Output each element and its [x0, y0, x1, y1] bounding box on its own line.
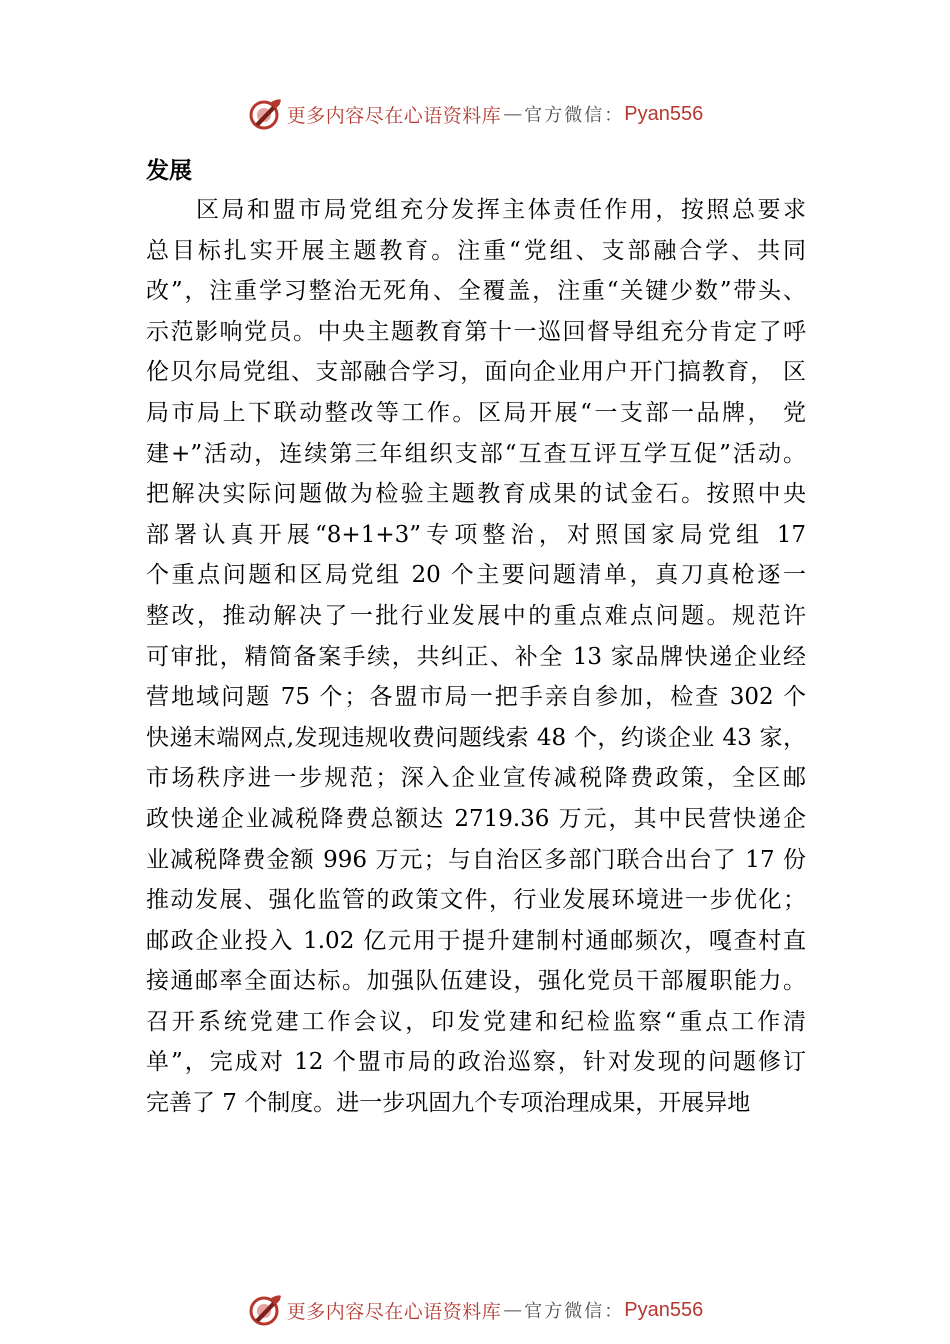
text-line: 个重点问题和区局党组 20 个主要问题清单，真刀真枪逐一: [146, 562, 806, 589]
text-line: 单”，完成对 12 个盟市局的政治巡察，针对发现的问题修订: [146, 1049, 806, 1076]
text-line: 示范影响党员。中央主题教育第十一巡回督导组充分肯定了呼: [146, 318, 806, 345]
section-heading: 发展: [146, 157, 192, 184]
text-line: 区局和盟市局党组充分发挥主体责任作用，按照总要求: [196, 197, 806, 223]
body-paragraph: [146, 190, 818, 1124]
text-line: 业减税降费金额 996 万元；与自治区多部门联合出台了 17 份: [146, 846, 806, 873]
text-line: 局市局上下联动整改等工作。区局开展“一支部一品牌， 党: [146, 399, 806, 426]
text-line: 召开系统党建工作会议，印发党建和纪检监察“重点工作清: [146, 1008, 806, 1035]
watermark-wechat-id: Pyan556: [624, 1298, 704, 1321]
text-line: 接通邮率全面达标。加强队伍建设，强化党员干部履职能力。: [146, 968, 806, 995]
text-line: 政快递企业减税降费总额达 2719.36 万元，其中民营快递企: [146, 805, 806, 832]
watermark-label: 官方微信：: [524, 105, 625, 126]
text-line: 营地域问题 75 个；各盟市局一把手亲自参加，检查 302 个: [146, 684, 806, 711]
text-line: 可审批，精简备案手续，共纠正、补全 13 家品牌快递企业经: [146, 643, 806, 670]
text-line: 改”，注重学习整治无死角、全覆盖，注重“关键少数”带头、: [146, 278, 806, 305]
text-line: 推动发展、强化监管的政策文件，行业发展环境进一步优化；: [146, 887, 806, 914]
watermark-text: 更多内容尽在心语资料库: [286, 1300, 502, 1323]
text-line: 邮政企业投入 1.02 亿元用于提升建制村通邮频次，嘎查村直: [146, 927, 806, 954]
watermark-text: 更多内容尽在心语资料库: [286, 104, 502, 127]
text-line: 市场秩序进一步规范；深入企业宣传减税降费政策，全区邮: [146, 765, 806, 792]
watermark-separator: —: [503, 103, 523, 125]
text-line: 快递末端网点,发现违规收费问题线索 48 个，约谈企业 43 家，: [146, 724, 806, 751]
watermark-banner-top: [0, 94, 950, 134]
text-line: 整改，推动解决了一批行业发展中的重点难点问题。规范许: [146, 602, 806, 629]
text-line: 完善了 7 个制度。进一步巩固九个专项治理成果，开展异地: [146, 1090, 751, 1117]
quill-seal-logo-icon: [247, 1292, 283, 1328]
watermark-separator: —: [503, 1299, 523, 1321]
text-line: 建+”活动，连续第三年组织支部“互查互评互学互促”活动。: [146, 440, 806, 467]
text-line: 总目标扎实开展主题教育。注重“党组、支部融合学、共同: [146, 237, 806, 264]
watermark-wechat-id: Pyan556: [624, 102, 704, 125]
text-line: 伦贝尔局党组、支部融合学习，面向企业用户开门搞教育， 区: [146, 359, 806, 386]
watermark-banner-bottom: [0, 1290, 950, 1330]
quill-seal-logo-icon: [247, 96, 283, 132]
text-line: 部署认真开展“8+1+3”专项整治，对照国家局党组 17: [146, 521, 806, 548]
text-line: 把解决实际问题做为检验主题教育成果的试金石。按照中央: [146, 481, 806, 508]
watermark-label: 官方微信：: [524, 1301, 625, 1322]
